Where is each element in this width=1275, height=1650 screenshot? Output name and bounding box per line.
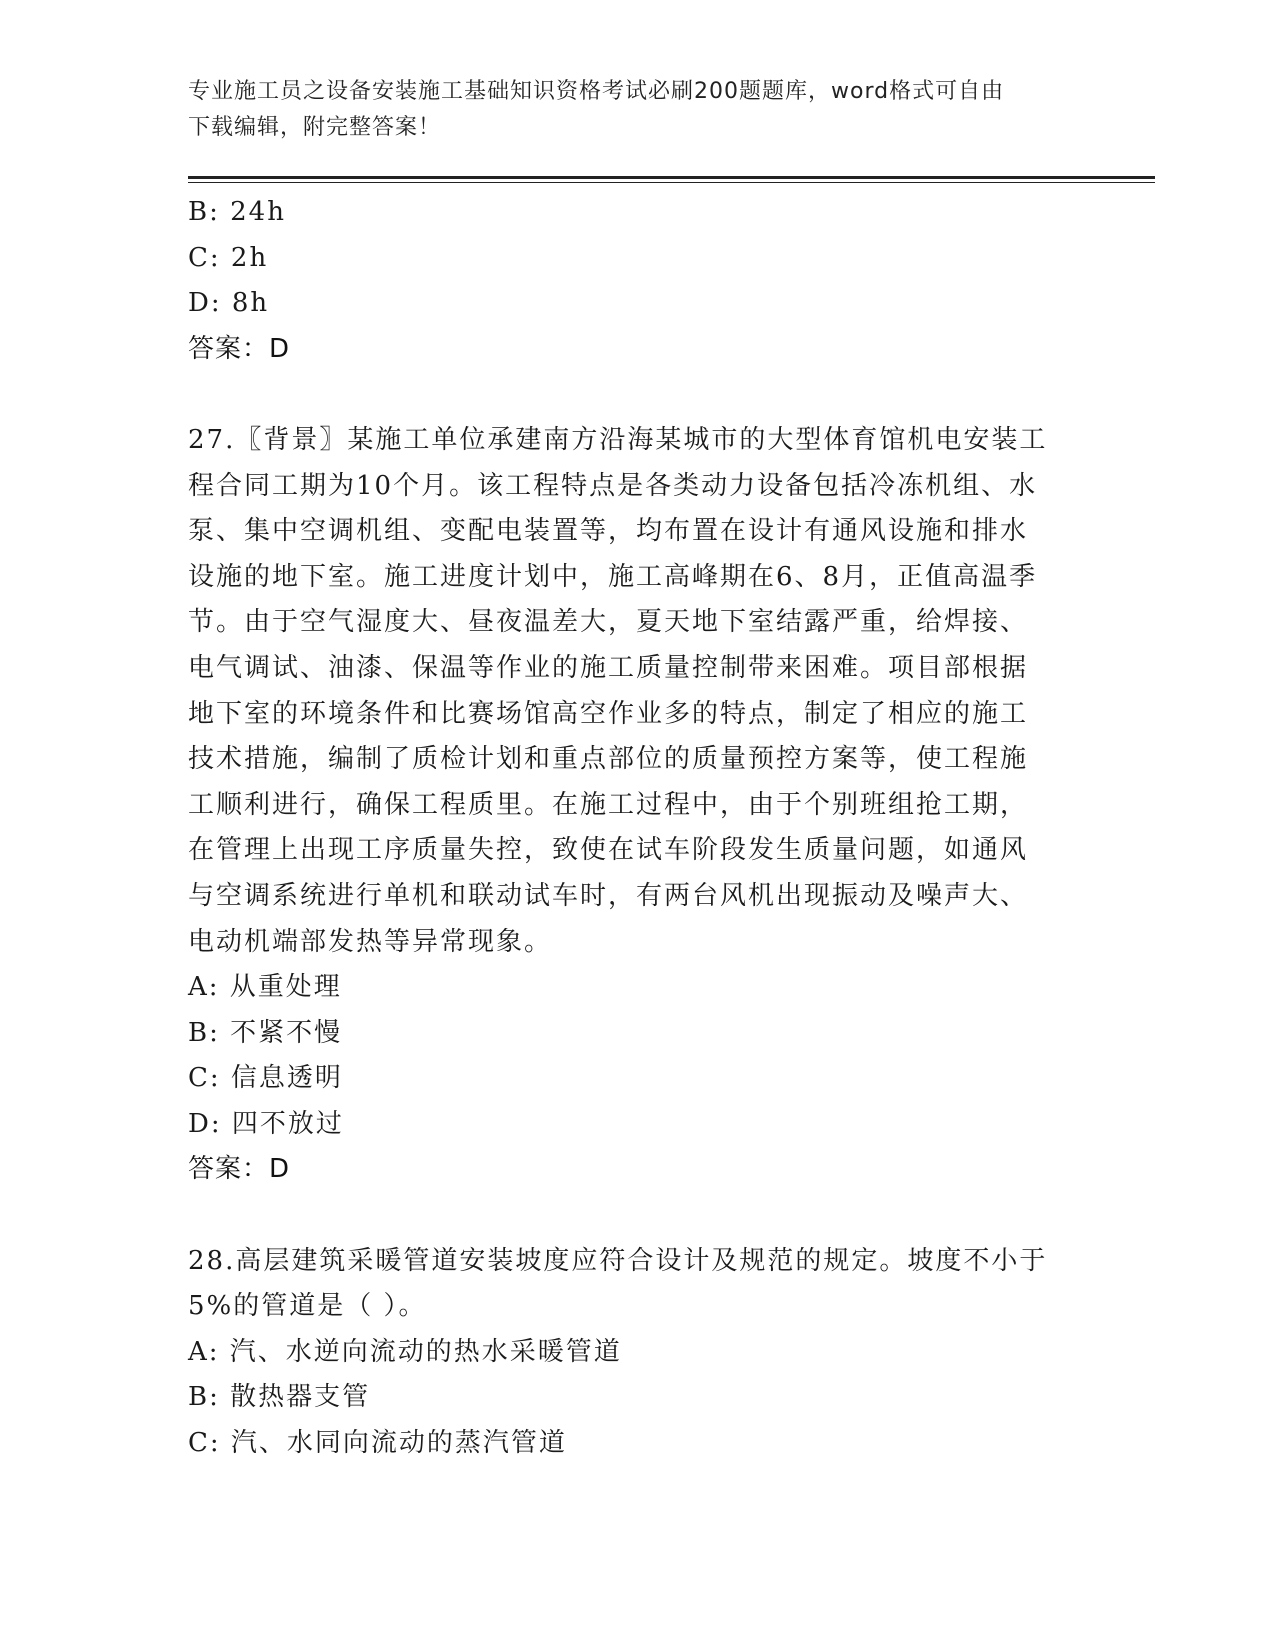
header-divider-thin	[188, 182, 1155, 183]
stem-line: 泵、集中空调机组、变配电装置等，均布置在设计有通风设施和排水	[188, 516, 1029, 547]
stem-line: 在管理上出现工序质量失控，致使在试车阶段发生质量问题，如通风	[188, 835, 1029, 866]
option-c: C: 信息透明	[188, 1063, 343, 1094]
question-27-stem	[188, 418, 1078, 965]
option-c: C: 2h	[188, 242, 269, 273]
question-27-answer: 答案：D	[188, 1154, 291, 1185]
stem-line: 电动机端部发热等异常现象。	[188, 926, 553, 957]
option-b: B: 散热器支管	[188, 1382, 371, 1413]
option-a: A: 汽、水逆向流动的热水采暖管道	[188, 1336, 622, 1367]
question-26-answer: 答案：D	[188, 333, 291, 364]
header-line-2: 下载编辑，附完整答案！	[188, 115, 442, 140]
header-line-1: 专业施工员之设备安装施工基础知识资格考试必刷200题题库，word格式可自由	[188, 79, 1005, 104]
question-26-options	[188, 190, 1088, 327]
question-27-options	[188, 965, 1088, 1147]
stem-line: 设施的地下室。施工进度计划中，施工高峰期在6、8月，正值高温季	[188, 561, 1038, 592]
stem-line: 技术措施，编制了质检计划和重点部位的质量预控方案等，使工程施	[188, 744, 1029, 775]
option-d: D: 四不放过	[188, 1108, 344, 1139]
option-c: C: 汽、水同向流动的蒸汽管道	[188, 1428, 567, 1459]
question-28-options	[188, 1330, 1088, 1467]
option-b: B: 不紧不慢	[188, 1017, 343, 1048]
stem-line: 节。由于空气湿度大、昼夜温差大，夏天地下室结露严重，给焊接、	[188, 607, 1029, 638]
option-d: D: 8h	[188, 288, 270, 319]
stem-line: 与空调系统进行单机和联动试车时，有两台风机出现振动及噪声大、	[188, 880, 1029, 911]
spacer	[188, 1193, 1088, 1239]
option-b: B: 24h	[188, 197, 286, 227]
stem-line: 程合同工期为10个月。该工程特点是各类动力设备包括冷冻机组、水	[188, 470, 1038, 501]
option-a: A: 从重处理	[188, 972, 342, 1003]
stem-line: 5%的管道是（ ）。	[188, 1291, 427, 1322]
spacer	[188, 372, 1088, 418]
header-divider-thick	[188, 176, 1155, 179]
stem-line: 地下室的环境条件和比赛场馆高空作业多的特点，制定了相应的施工	[188, 698, 1029, 729]
stem-line: 工顺利进行，确保工程质里。在施工过程中，由于个别班组抢工期，	[188, 789, 1029, 820]
page-header	[188, 74, 1068, 146]
question-28-stem	[188, 1239, 1078, 1330]
stem-line: 28.高层建筑采暖管道安装坡度应符合设计及规范的规定。坡度不小于	[188, 1245, 1048, 1276]
stem-line: 27.〖背景〗某施工单位承建南方沿海某城市的大型体育馆机电安装工	[188, 424, 1048, 455]
stem-line: 电气调试、油漆、保温等作业的施工质量控制带来困难。项目部根据	[188, 652, 1029, 683]
document-body	[188, 190, 1088, 1467]
